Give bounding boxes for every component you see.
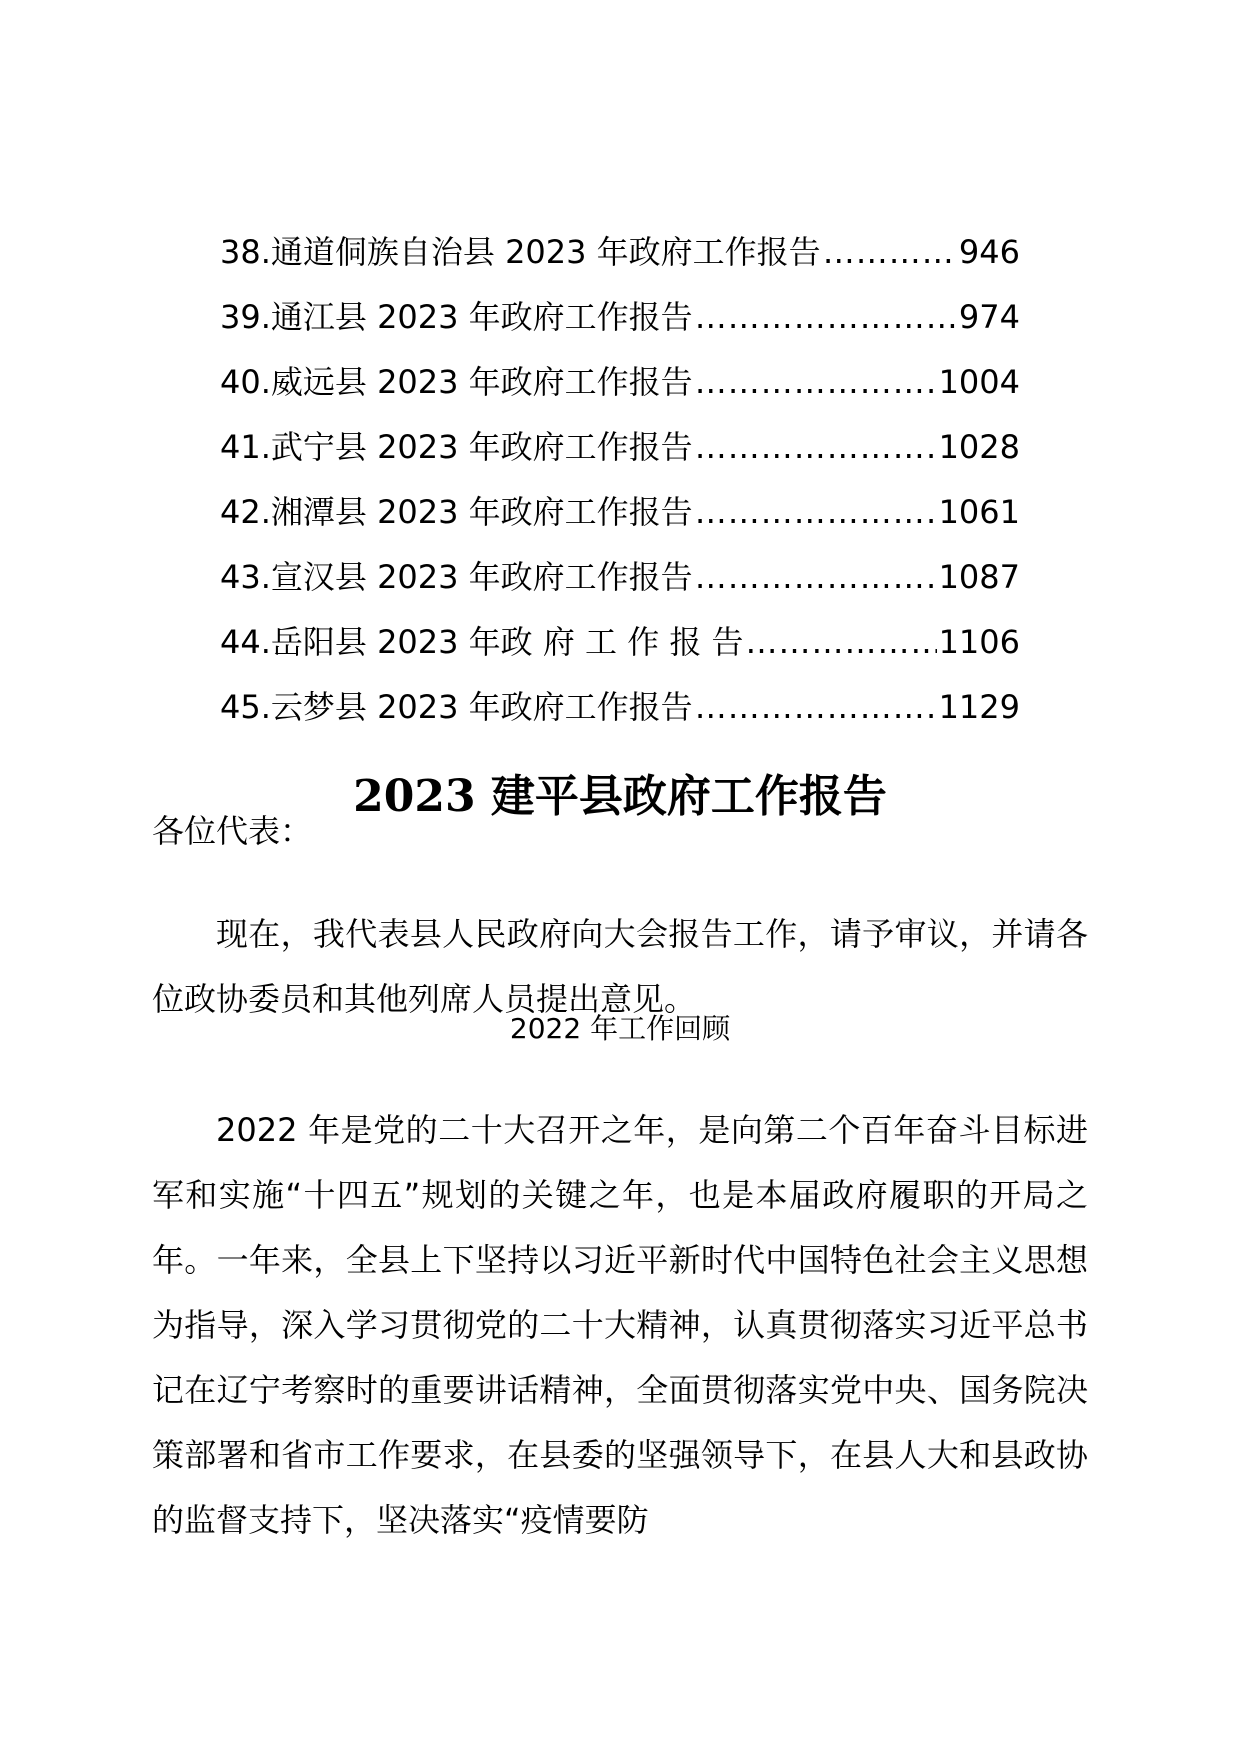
toc-entry-40[interactable] bbox=[220, 350, 1020, 415]
toc-entry-page: 974 bbox=[958, 298, 1020, 336]
toc-entry-43[interactable] bbox=[220, 545, 1020, 610]
table-of-contents bbox=[220, 220, 1020, 740]
document-title: 2023 建平县政府工作报告 bbox=[353, 771, 887, 823]
toc-entry-page: 1087 bbox=[938, 558, 1020, 596]
toc-entry-title: 40.威远县 2023 年政府工作报告 bbox=[220, 363, 693, 401]
toc-entry-page: 1004 bbox=[938, 363, 1020, 401]
toc-leader-dots bbox=[695, 350, 937, 415]
toc-leader-dots bbox=[695, 480, 937, 545]
toc-entry-page: 1028 bbox=[938, 428, 1020, 466]
toc-entry-title: 45.云梦县 2023 年政府工作报告 bbox=[220, 688, 693, 726]
toc-entry-title: 42.湘潭县 2023 年政府工作报告 bbox=[220, 493, 693, 531]
toc-entry-41[interactable] bbox=[220, 415, 1020, 480]
toc-leader-dots bbox=[746, 610, 937, 675]
body-paragraph: 2022 年是党的二十大召开之年，是向第二个百年奋斗目标进军和实施“十四五”规划的关键之年，也是本届政府履职的开局之年。一年来，全县上下坚持以习近平新时代中国特色社会主义思想为指导，深入学习贯彻党的二十大精神，认真贯彻落实习近平总书记在辽宁考察时的重要讲话精神，全面贯彻落实党中央、国务院决策部署和省市工作要求，在县委的坚强领导下，在县人大和县政协的监督支持下，坚决落实“疫情要防 bbox=[152, 1111, 1088, 1539]
intro-paragraph: 现在，我代表县人民政府向大会报告工作，请予审议，并请各位政协委员和其他列席人员提出意见。 bbox=[152, 915, 1088, 1018]
toc-entry-page: 946 bbox=[958, 233, 1020, 271]
toc-leader-dots bbox=[695, 415, 937, 480]
toc-leader-dots bbox=[695, 285, 957, 350]
toc-leader-dots bbox=[823, 220, 957, 285]
toc-entry-page: 1106 bbox=[938, 623, 1020, 661]
toc-entry-title: 43.宣汉县 2023 年政府工作报告 bbox=[220, 558, 693, 596]
salutation: 各位代表： bbox=[152, 812, 313, 850]
toc-entry-44[interactable] bbox=[220, 610, 1020, 675]
toc-entry-42[interactable] bbox=[220, 480, 1020, 545]
toc-entry-38[interactable] bbox=[220, 220, 1020, 285]
section-heading: 2022 年工作回顾 bbox=[509, 1012, 731, 1045]
toc-leader-dots bbox=[695, 675, 937, 740]
toc-entry-title: 41.武宁县 2023 年政府工作报告 bbox=[220, 428, 693, 466]
toc-entry-page: 1061 bbox=[938, 493, 1020, 531]
toc-entry-title: 44.岳阳县 2023 年政 府 工 作 报 告 bbox=[220, 623, 744, 661]
toc-leader-dots bbox=[695, 545, 937, 610]
toc-entry-45[interactable] bbox=[220, 675, 1020, 740]
toc-entry-title: 38.通道侗族自治县 2023 年政府工作报告 bbox=[220, 233, 821, 271]
toc-entry-page: 1129 bbox=[938, 688, 1020, 726]
toc-entry-title: 39.通江县 2023 年政府工作报告 bbox=[220, 298, 693, 336]
toc-entry-39[interactable] bbox=[220, 285, 1020, 350]
